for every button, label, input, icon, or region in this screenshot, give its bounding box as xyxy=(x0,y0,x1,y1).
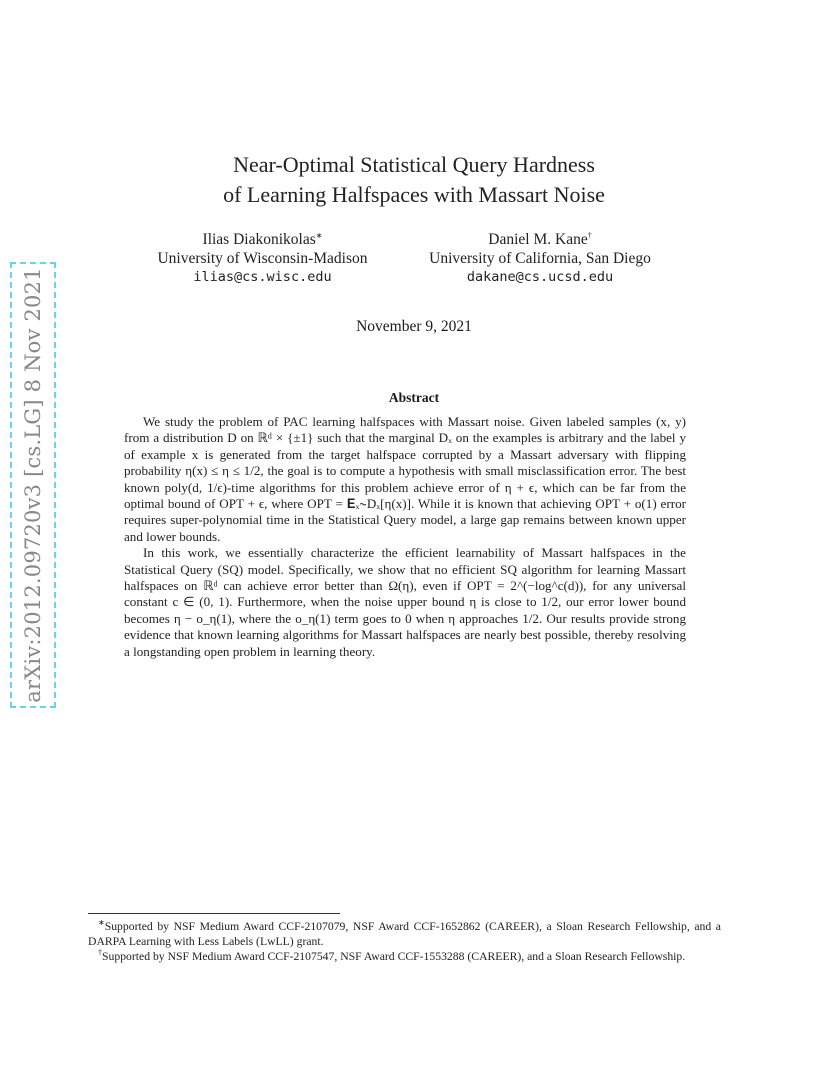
author-block-1 xyxy=(140,230,385,287)
footnote-1 xyxy=(88,919,721,949)
paper-date: November 9, 2021 xyxy=(356,318,472,335)
title-line-2: of Learning Halfspaces with Massart Noise xyxy=(223,182,605,207)
footnote-text: Supported by NSF Medium Award CCF-2107547, NSF Award CCF-1553288 (CAREER), and a Sloan Research Fellowship. xyxy=(102,950,686,963)
abstract-heading: Abstract xyxy=(388,390,440,405)
footnote-mark: ∗ xyxy=(98,918,105,928)
author-name: Daniel M. Kane xyxy=(488,231,588,248)
footnote-mark: † xyxy=(98,948,102,958)
abstract-body xyxy=(124,414,686,660)
abstract-paragraph-2: In this work, we essentially characterize the efficient learnability of Massart halfspaces in the Statistical Query (SQ) model. Specifically, we show that no efficient SQ algorithm for learning Massart halfspaces on ℝᵈ can achieve error better than Ω(η), even if OPT = 2^(−log^c(d)), for any universal constant c ∈ (0, 1). Furthermore, when the noise upper bound η is close to 1/2, our error lower bound becomes η − o_η(1), where the o_η(1) term goes to 0 when η approaches 1/2. Our results provide strong evidence that known learning algorithms for Massart halfspaces are nearly best possible, thereby resolving a longstanding open problem in learning theory. xyxy=(124,545,686,659)
footnote-rule xyxy=(88,913,340,914)
author-email[interactable]: dakane@cs.ucsd.edu xyxy=(466,269,614,285)
author-block-2 xyxy=(405,230,675,287)
abstract-paragraph-1: We study the problem of PAC learning halfspaces with Massart noise. Given labeled samples (x, y) from a distribution D on ℝᵈ × {±1} such that the marginal Dₓ on the examples is arbitrary and the label y of example x is generated from the target halfspace corrupted by a Massart adversary with flipping probability η(x) ≤ η ≤ 1/2, the goal is to compute a hypothesis with small misclassification error. The best known poly(d, 1/ϵ)-time algorithms for this problem achieve error of η + ϵ, which can be far from the optimal bound of OPT + ϵ, where OPT = 𝐄ₓ∼Dₓ[η(x)]. While it is known that achieving OPT + o(1) error requires super-polynomial time in the Statistical Query model, a large gap remains between known upper and lower bounds. xyxy=(124,414,686,544)
author-affiliation: University of California, San Diego xyxy=(429,250,651,267)
footnotes xyxy=(88,919,721,964)
footnote-mark: ∗ xyxy=(315,230,323,240)
footnote-2 xyxy=(88,949,721,964)
arxiv-id: arXiv:2012.09720v3 [cs.LG] 8 Nov 2021 xyxy=(21,267,45,703)
title-line-1: Near-Optimal Statistical Query Hardness xyxy=(233,152,595,177)
author-email[interactable]: ilias@cs.wisc.edu xyxy=(193,269,332,285)
author-name: Ilias Diakonikolas xyxy=(202,231,316,248)
paper-title xyxy=(0,150,828,210)
footnote-text: Supported by NSF Medium Award CCF-2107079, NSF Award CCF-1652862 (CAREER), a Sloan Research Fellowship, and a DARPA Learning with Less Labels (LwLL) grant. xyxy=(88,920,721,948)
footnote-mark: † xyxy=(587,230,592,240)
author-affiliation: University of Wisconsin-Madison xyxy=(157,250,368,267)
